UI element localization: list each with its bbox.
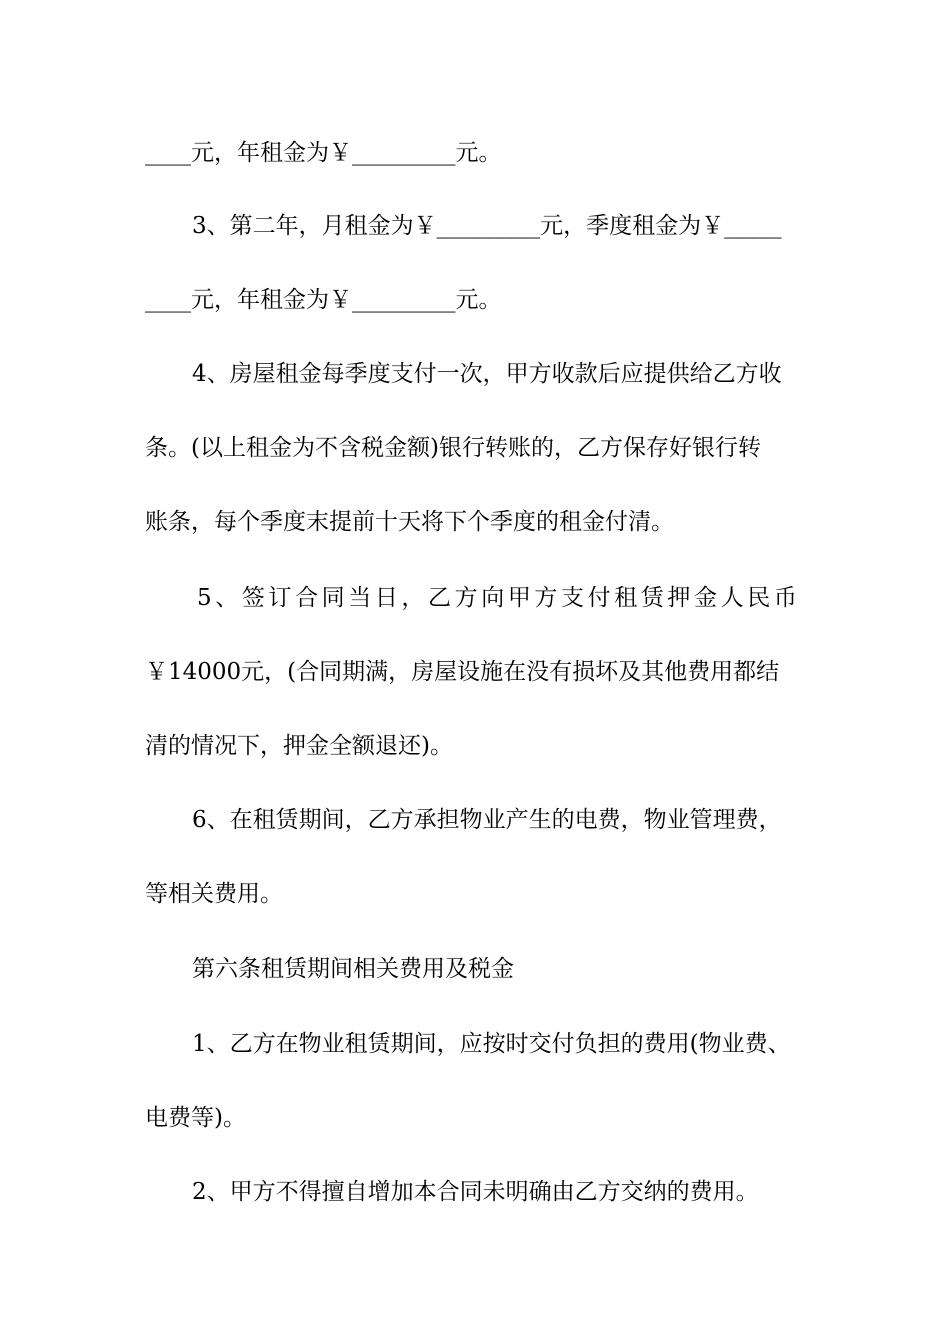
text-line: ￥14000元，(合同期满，房屋设施在没有损坏及其他费用都结 — [145, 659, 780, 685]
text-line: 账条，每个季度末提前十天将下个季度的租金付清。 — [145, 509, 674, 535]
text-line: 5、签订合同当日，乙方向甲方支付租赁押金人民币 — [197, 585, 801, 611]
text-line: 1、乙方在物业租赁期间，应按时交付负担的费用(物业费、 — [192, 1031, 791, 1057]
text-line: 电费等)。 — [145, 1105, 246, 1131]
text-line: ____元，年租金为￥_________元。 — [145, 140, 502, 166]
text-line: 等相关费用。 — [145, 881, 283, 907]
text-line: 条。(以上租金为不含税金额)银行转账的，乙方保存好银行转 — [145, 435, 761, 461]
section-heading: 第六条租赁期间相关费用及税金 — [192, 956, 514, 982]
text-line: 2、甲方不得擅自增加本合同未明确由乙方交纳的费用。 — [192, 1179, 759, 1205]
text-line: 清的情况下，押金全额退还)。 — [145, 733, 453, 759]
text-line: 3、第二年，月租金为￥_________元，季度租金为￥_____ — [192, 213, 782, 239]
text-line: 6、在租赁期间，乙方承担物业产生的电费，物业管理费， — [192, 807, 782, 833]
text-line: ____元，年租金为￥_________元。 — [145, 287, 502, 313]
text-line: 4、房屋租金每季度支付一次，甲方收款后应提供给乙方收 — [192, 361, 782, 387]
